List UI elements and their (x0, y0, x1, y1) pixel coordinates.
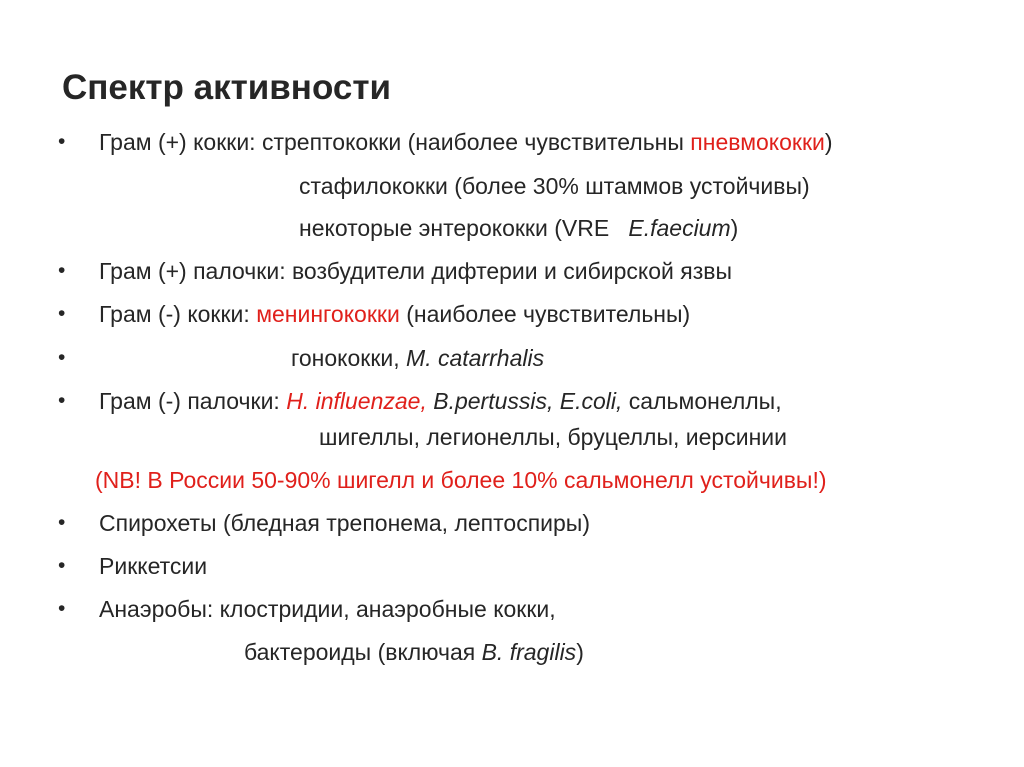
bullet-anaerobes: • (58, 597, 66, 620)
item-gram-neg-rods (99, 386, 782, 416)
item-gram-neg-rods-cont: шигеллы, легионеллы, бруцеллы, иерсинии (319, 424, 787, 450)
slide-title: Спектр активности (62, 68, 391, 107)
item-bacteroides (244, 637, 584, 667)
item-rickettsia: Риккетсии (99, 553, 208, 579)
bullet-gram-neg-rods: • (58, 389, 66, 412)
item-text: гонококки, (291, 345, 407, 371)
item-text: сальмонеллы, (622, 388, 782, 414)
item-text: Грам (-) кокки: (99, 301, 257, 327)
item-text: ) (730, 215, 739, 241)
item-text: некоторые энтерококки (VRE (299, 215, 629, 241)
item-gonococci (291, 343, 544, 373)
item-text: бактероиды (включая (244, 639, 482, 665)
bullet-spirochetes: • (58, 511, 66, 534)
item-gram-pos-cocci (99, 127, 833, 157)
species-name: M. catarrhalis (406, 345, 545, 371)
species-name: B. fragilis (481, 639, 577, 665)
item-text: Грам (-) палочки: (99, 388, 287, 414)
highlight-h-influenzae: H. influenzae, (286, 388, 427, 414)
item-text: (наиболее чувствительны) (399, 301, 691, 327)
item-staphylococci: стафилококки (более 30% штаммов устойчивы) (299, 173, 810, 199)
bullet-gram-pos-rods: • (58, 259, 66, 282)
bullet-gram-pos-cocci: • (58, 130, 66, 153)
highlight-meningococci: менингококки (256, 301, 400, 327)
bullet-gram-neg-cocci: • (58, 302, 66, 325)
resistance-note: (NB! В России 50-90% шигелл и более 10% сальмонелл устойчивы!) (95, 467, 827, 493)
bullet-gonococci: • (58, 346, 66, 369)
item-enterococci (299, 213, 738, 243)
item-text: ) (576, 639, 584, 665)
item-gram-pos-rods: Грам (+) палочки: возбудители дифтерии и сибирской язвы (99, 258, 733, 284)
item-anaerobes: Анаэробы: клостридии, анаэробные кокки, (99, 596, 556, 622)
item-text: Грам (+) кокки: стрептококки (наиболее чувствительны (99, 129, 691, 155)
highlight-pneumococci: пневмококки (690, 129, 825, 155)
bullet-rickettsia: • (58, 554, 66, 577)
item-gram-neg-cocci (99, 299, 690, 329)
item-text: ) (824, 129, 833, 155)
species-name: E.faecium (628, 215, 731, 241)
species-name: B.pertussis, E.coli, (426, 388, 623, 414)
item-spirochetes: Спирохеты (бледная трепонема, лептоспиры) (99, 510, 590, 536)
